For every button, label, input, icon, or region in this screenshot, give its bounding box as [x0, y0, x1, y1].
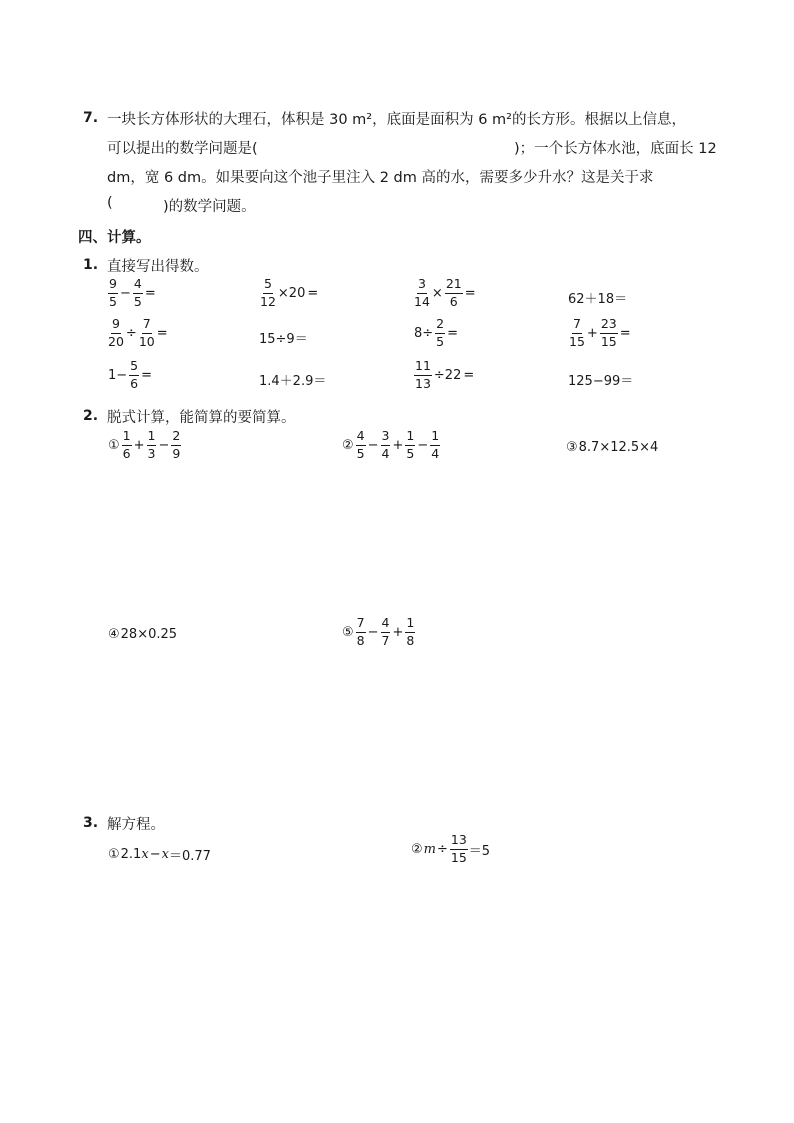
- step-calc-3: ③ 8.7×12.5×4: [566, 440, 659, 455]
- oral-item-3: $\frac{3}{14}$ × $\frac{21}{6}$ =: [414, 276, 476, 309]
- question-number-7: 7.: [83, 110, 99, 126]
- q7-line-2a: 可以提出的数学问题是(: [107, 141, 258, 157]
- oral-item-4: 62＋18＝: [568, 292, 628, 307]
- oral-item-9: 1− $\frac{5}{6}$ =: [108, 358, 153, 391]
- oral-item-12: 125−99＝: [568, 374, 634, 389]
- section-title: 四、计算。: [78, 230, 151, 246]
- q7-line-4b: )的数学问题。: [163, 199, 256, 215]
- q7-line-3: dm，宽 6 dm。如果要向这个池子里注入 2 dm 高的水，需要多少升水？这是关于求: [107, 170, 654, 186]
- part-1-number: 1.: [83, 257, 99, 273]
- step-calc-2: ② $\frac{4}{5}$ − $\frac{3}{4}$ + $\frac{1}{5}$ − $\frac{1}{4}$: [342, 428, 440, 461]
- part-3-number: 3.: [83, 815, 99, 831]
- part-2-title: 脱式计算，能简算的要简算。: [107, 410, 296, 426]
- part-2-number: 2.: [83, 408, 99, 424]
- equation-1: ① 2.1 x − x ＝0.77: [108, 847, 211, 864]
- oral-item-11: $\frac{11}{13}$ ÷22 =: [415, 358, 475, 391]
- part-1-title: 直接写出得数。: [107, 259, 209, 275]
- oral-item-1: $\frac{9}{5}$ − $\frac{4}{5}$ =: [109, 276, 156, 309]
- equation-2: ② m ÷ $\frac{13}{15}$ ＝5: [411, 832, 491, 865]
- oral-item-8: $\frac{7}{15}$ + $\frac{23}{15}$ =: [569, 316, 631, 349]
- oral-item-5: $\frac{9}{20}$ ÷ $\frac{7}{10}$ =: [108, 316, 168, 349]
- step-calc-4: ④ 28×0.25: [108, 627, 178, 642]
- q7-line-2b: )；一个长方体水池，底面长 12: [514, 141, 717, 157]
- oral-item-6: 15÷9＝: [259, 332, 308, 347]
- part-3-title: 解方程。: [107, 817, 165, 833]
- step-calc-5: ⑤ $\frac{7}{8}$ − $\frac{4}{7}$ + $\frac{1}{8}$: [342, 615, 415, 648]
- q7-line-4a: (: [107, 195, 113, 211]
- oral-item-2: $\frac{5}{12}$ ×20 =: [260, 276, 319, 309]
- step-calc-1: ① $\frac{1}{6}$ + $\frac{1}{3}$ − $\frac{2}{9}$: [108, 428, 181, 461]
- oral-item-10: 1.4＋2.9＝: [259, 374, 327, 389]
- oral-item-7: 8÷ $\frac{2}{5}$ =: [414, 316, 459, 349]
- q7-line-1: 一块长方体形状的大理石，体积是 30 m²，底面是面积为 6 m²的长方形。根据以上信息，: [107, 112, 686, 128]
